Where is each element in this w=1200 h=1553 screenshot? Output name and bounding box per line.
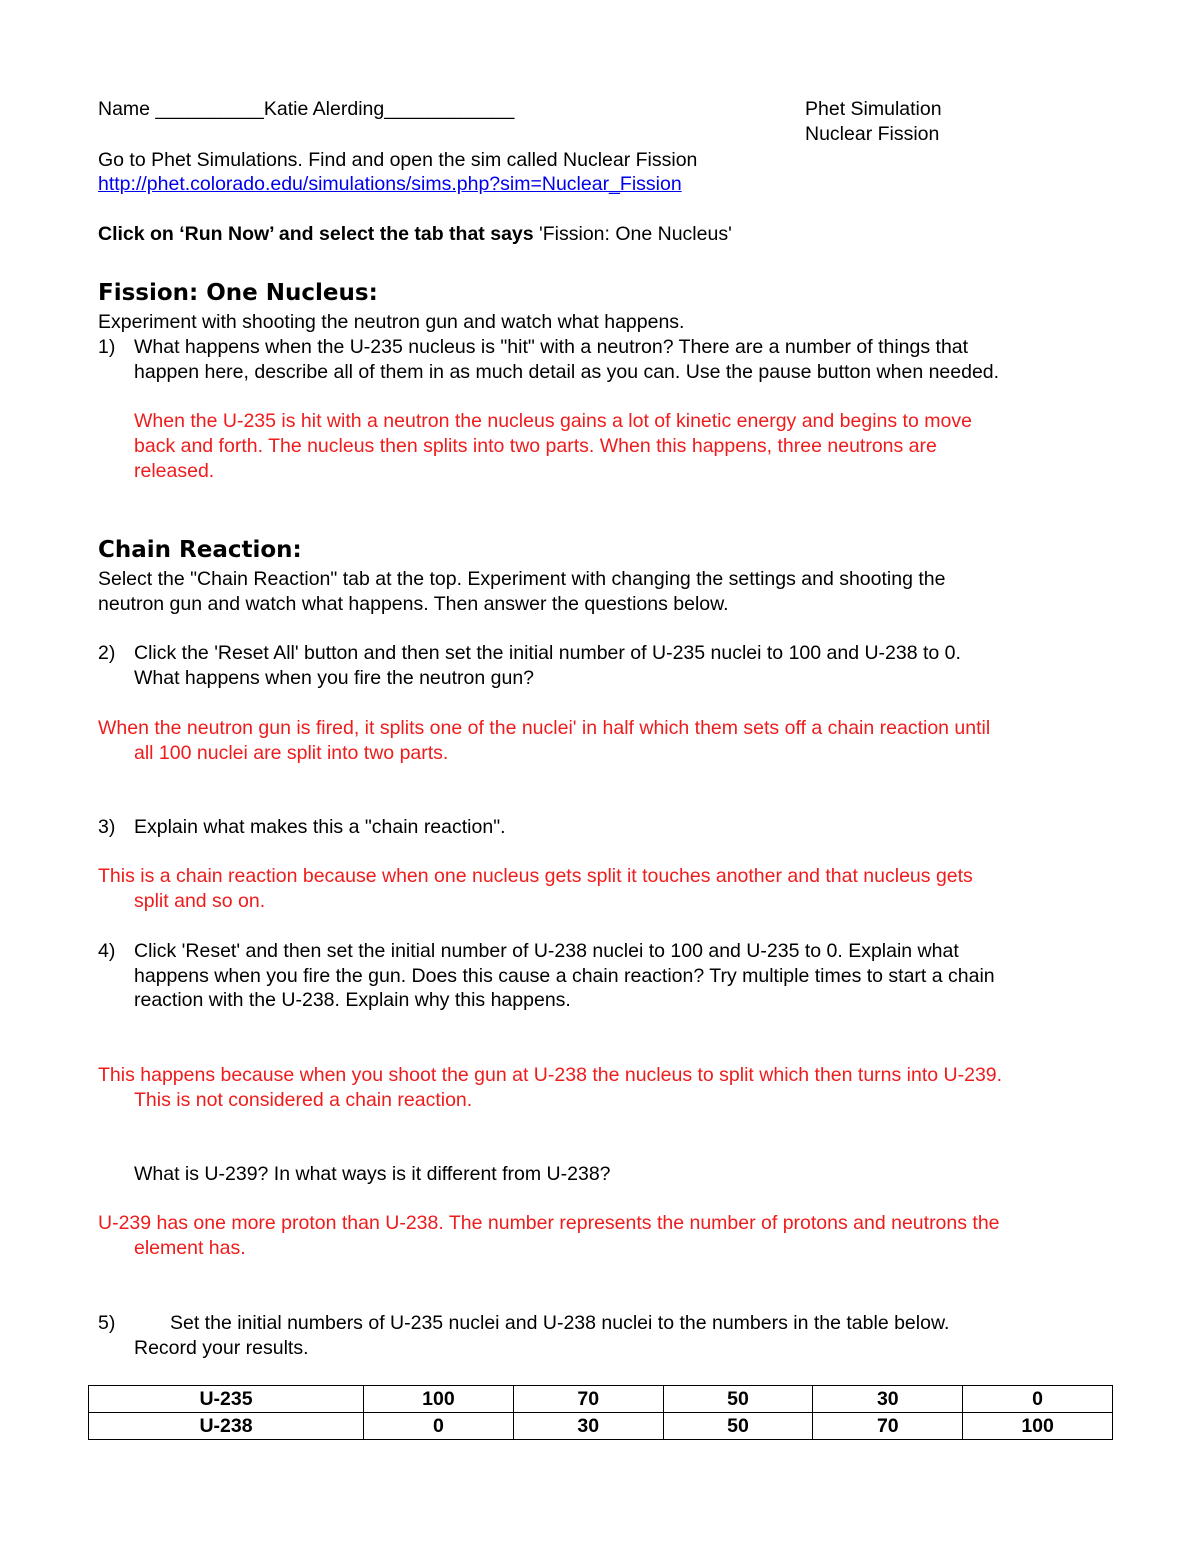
section-heading-one-nucleus: Fission: One Nucleus: xyxy=(98,280,378,306)
section-heading-chain-reaction: Chain Reaction: xyxy=(98,537,302,563)
table-cell: 0 xyxy=(963,1386,1113,1413)
table-cell: 100 xyxy=(963,1413,1113,1440)
a4-line2: This is not considered a chain reaction. xyxy=(134,1089,473,1111)
table-cell: 30 xyxy=(813,1386,963,1413)
table-cell: 0 xyxy=(364,1413,514,1440)
a2-line1: When the neutron gun is fired, it splits one of the nuclei' in half which them sets off a chain reaction until xyxy=(98,717,991,739)
q1-line2: happen here, describe all of them in as much detail as you can. Use the pause button when needed. xyxy=(134,361,1000,383)
a1-line1: When the U-235 is hit with a neutron the nucleus gains a lot of kinetic energy and begins to move xyxy=(134,410,972,432)
q2-line2: What happens when you fire the neutron gun? xyxy=(134,667,535,689)
q4-line1: Click 'Reset' and then set the initial number of U-238 nuclei to 100 and U-235 to 0. Explain what xyxy=(134,940,959,962)
section2-lead-line2: neutron gun and watch what happens. Then answer the questions below. xyxy=(98,593,729,615)
a1-line3: released. xyxy=(134,460,215,482)
a2-line2: all 100 nuclei are split into two parts. xyxy=(134,742,449,764)
a4-line1: This happens because when you shoot the gun at U-238 the nucleus to split which then turns into U-239. xyxy=(98,1064,1003,1086)
table-cell: 50 xyxy=(663,1386,813,1413)
q5-number: 5) xyxy=(98,1312,116,1334)
intro-line: Go to Phet Simulations. Find and open the sim called Nuclear Fission xyxy=(98,149,698,171)
section2-lead-line1: Select the "Chain Reaction" tab at the top. Experiment with changing the settings and shooting the xyxy=(98,568,946,590)
table-cell: U-238 xyxy=(89,1413,364,1440)
table-row xyxy=(89,1386,1113,1413)
sim-title-line2: Nuclear Fission xyxy=(805,123,940,145)
table-cell: 70 xyxy=(513,1386,663,1413)
a1-line2: back and forth. The nucleus then splits into two parts. When this happens, three neutrons are xyxy=(134,435,937,457)
q4-line2: happens when you fire the gun. Does this cause a chain reaction? Try multiple times to start a chain xyxy=(134,965,995,987)
q1-number: 1) xyxy=(98,336,116,358)
instruction-rest: 'Fission: One Nucleus' xyxy=(539,223,732,245)
table-cell: 50 xyxy=(663,1413,813,1440)
q2-line1: Click the 'Reset All' button and then set the initial number of U-235 nuclei to 100 and U-238 to 0. xyxy=(134,642,961,664)
table-row xyxy=(89,1413,1113,1440)
table-cell: U-235 xyxy=(89,1386,364,1413)
a4b-line1: U-239 has one more proton than U-238. The number represents the number of protons and neutrons the xyxy=(98,1212,1000,1234)
q3-line1: Explain what makes this a "chain reaction". xyxy=(134,816,506,838)
instruction-line xyxy=(98,223,732,246)
name-line: Name __________Katie Alerding____________ xyxy=(98,98,515,120)
q3-number: 3) xyxy=(98,816,116,838)
q4b-line1: What is U-239? In what ways is it different from U-238? xyxy=(134,1163,611,1185)
q4-number: 4) xyxy=(98,940,116,962)
a3-line2: split and so on. xyxy=(134,890,266,912)
table-cell: 30 xyxy=(513,1413,663,1440)
table-cell: 100 xyxy=(364,1386,514,1413)
section1-lead: Experiment with shooting the neutron gun and watch what happens. xyxy=(98,311,685,333)
q5-line2: Record your results. xyxy=(134,1337,309,1359)
results-table xyxy=(88,1385,1113,1440)
table-cell: 70 xyxy=(813,1413,963,1440)
instruction-bold: Click on ‘Run Now’ and select the tab that says xyxy=(98,223,540,245)
q2-number: 2) xyxy=(98,642,116,664)
sim-title-line1: Phet Simulation xyxy=(805,98,942,120)
q1-line1: What happens when the U-235 nucleus is "hit" with a neutron? There are a number of things that xyxy=(134,336,969,358)
q4-line3: reaction with the U-238. Explain why this happens. xyxy=(134,989,571,1011)
a4b-line2: element has. xyxy=(134,1237,246,1259)
q5-line1: Set the initial numbers of U-235 nuclei and U-238 nuclei to the numbers in the table below. xyxy=(170,1312,950,1334)
a3-line1: This is a chain reaction because when one nucleus gets split it touches another and that nucleus gets xyxy=(98,865,973,887)
sim-url-link[interactable]: http://phet.colorado.edu/simulations/sims.php?sim=Nuclear_Fission xyxy=(98,173,682,195)
